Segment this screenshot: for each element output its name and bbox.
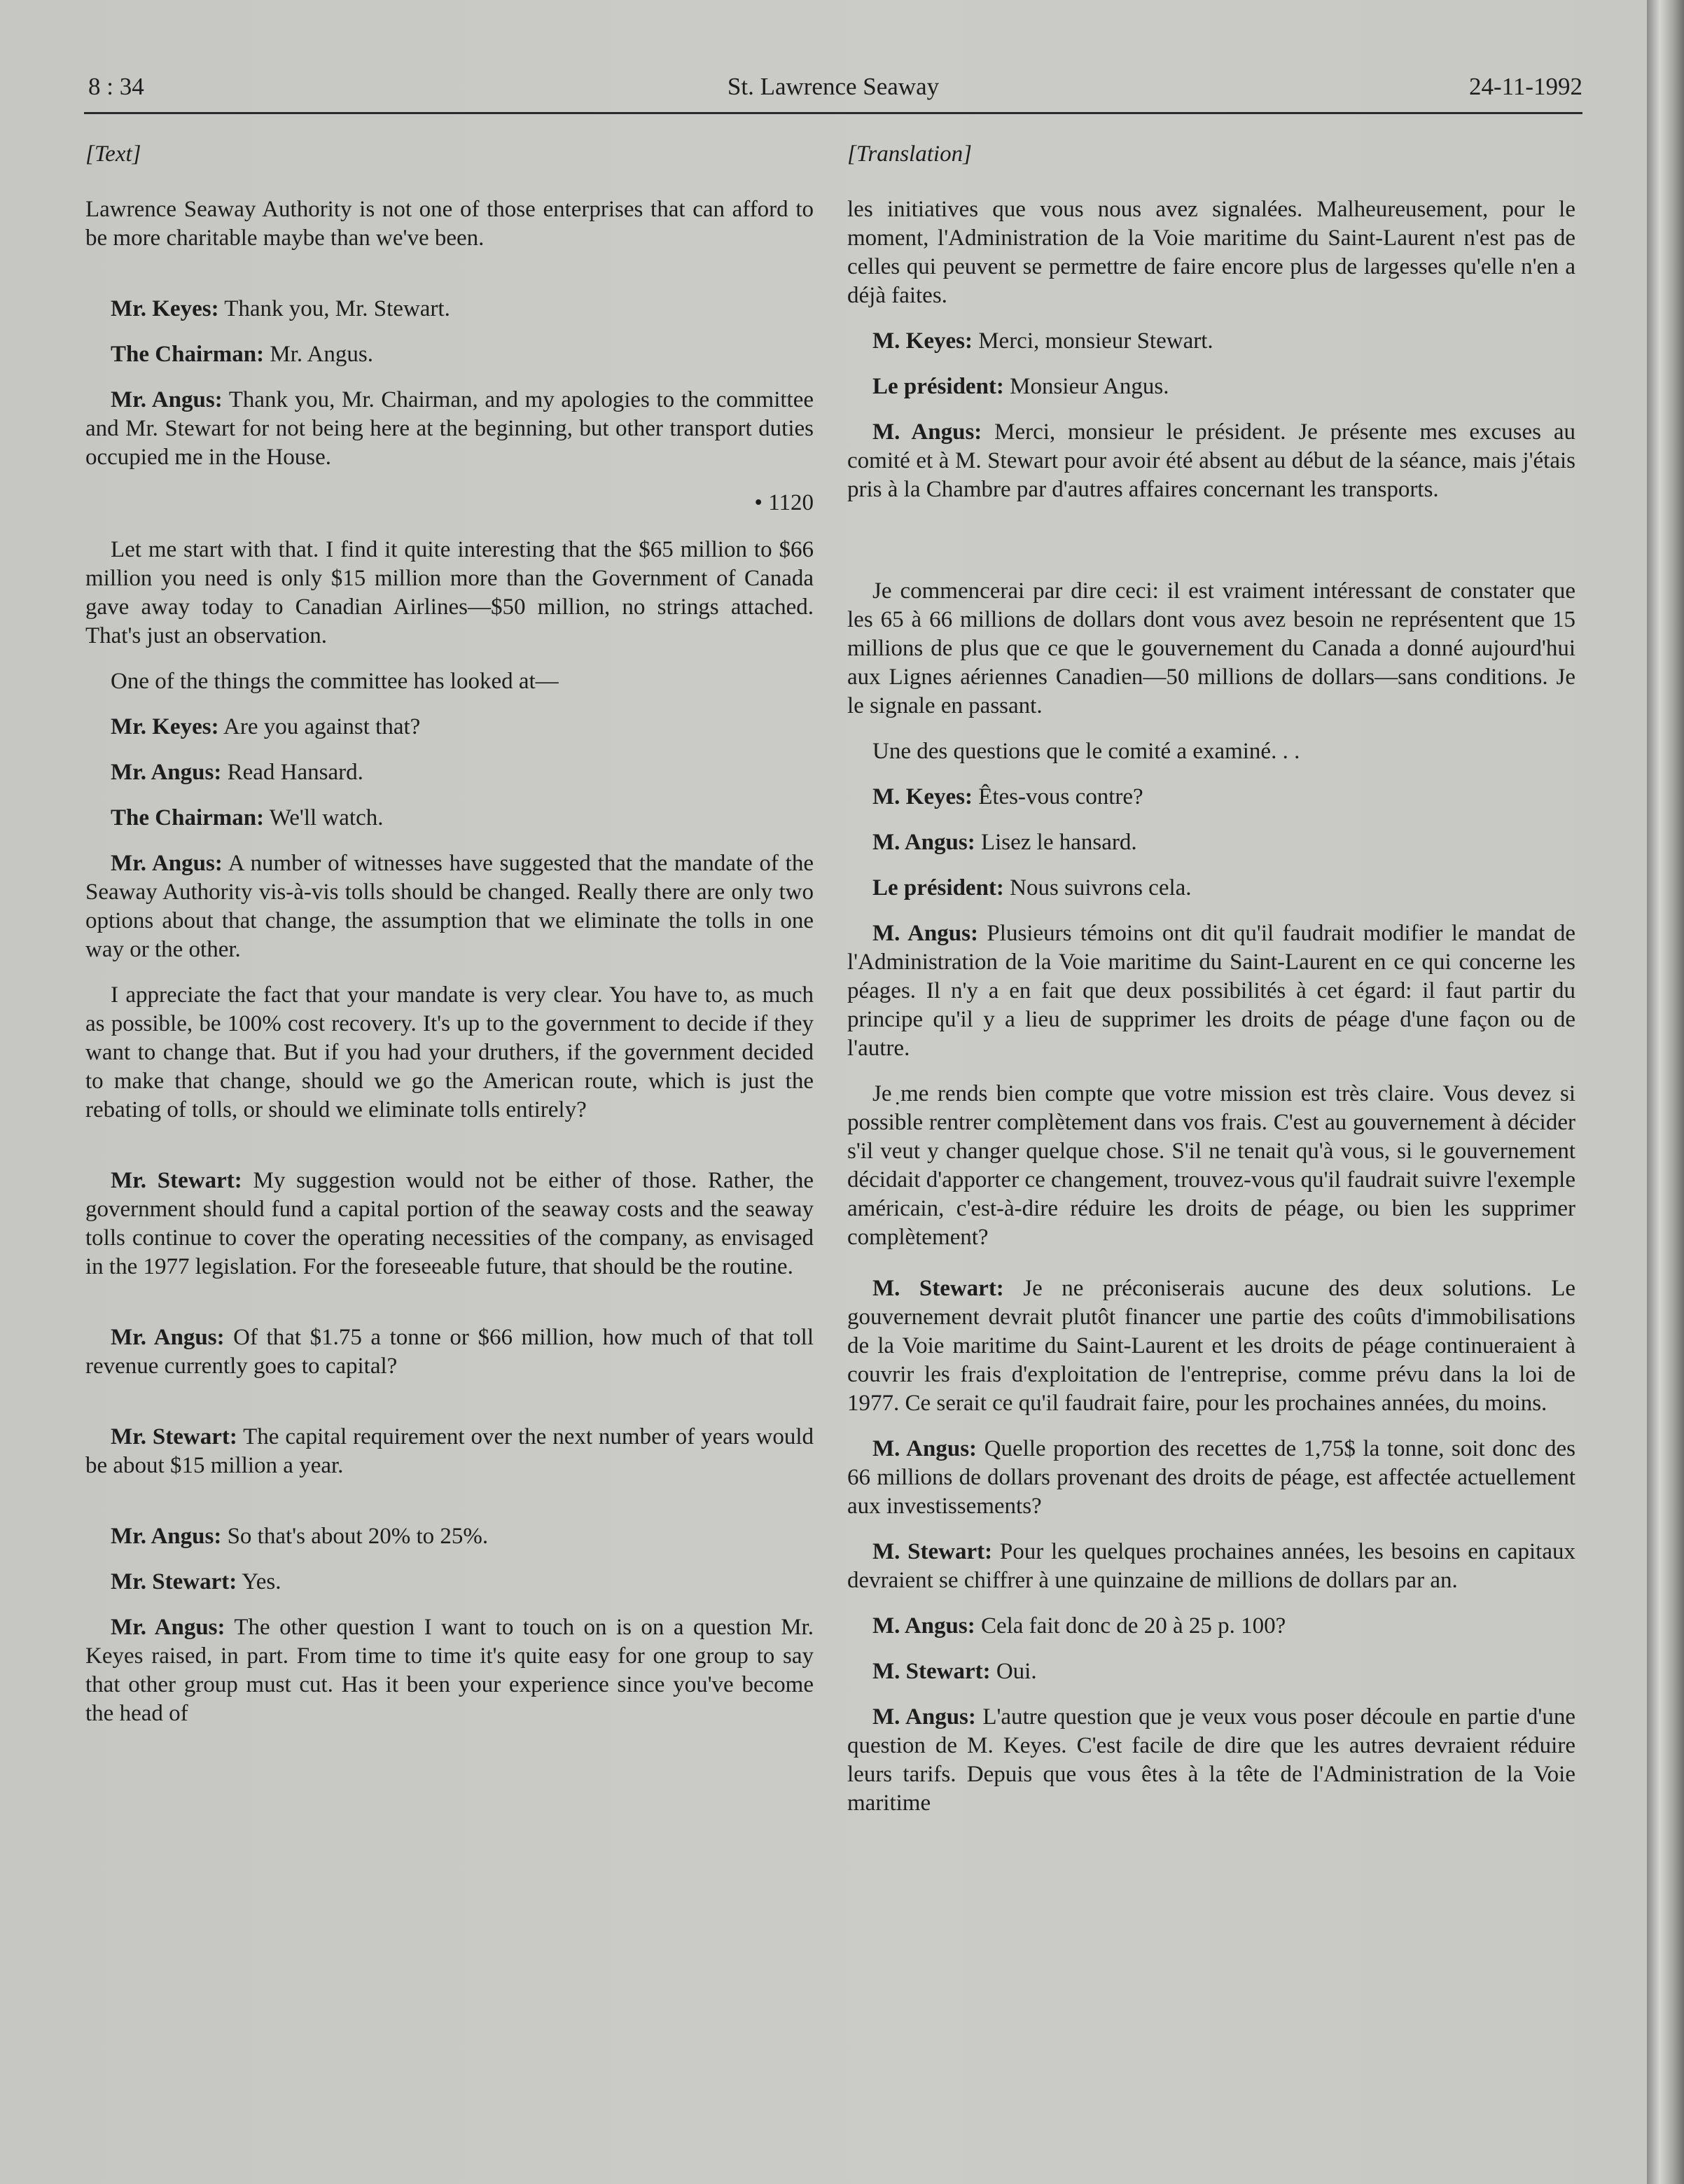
- paragraph: The Chairman: Mr. Angus.: [111, 342, 373, 367]
- speaker-name: M. Keyes:: [872, 784, 973, 809]
- paragraph: M. Angus: Plusieurs témoins ont dit qu'il faudrait modifier le mandat de l'Administration de la Voie maritime du Saint-Laurent en ce qui concerne les péages. Il n'y a en fait que deux possibilités à cet égard: il faut partir du principe qu'il y a lieu de supprimer les droits de péage d'une façon ou de l'autre.: [847, 921, 1575, 1061]
- speaker-name: Mr. Angus:: [111, 851, 223, 876]
- paragraph: M. Stewart: Je ne préconiserais aucune des deux solutions. Le gouvernement devrait plutôt financer une partie des coûts d'immobilisations de la Voie maritime du Saint-Laurent et les droits de péage continueraient à couvrir les frais d'exploitation de l'entreprise, comme prévu dans la loi de 1977. Ce serait ce qu'il faudrait faire, pour les prochaines années, du moins.: [847, 1276, 1576, 1416]
- paragraph: Le président: Nous suivrons cela.: [872, 875, 1192, 900]
- french-column: [847, 140, 1575, 1835]
- page-header: [84, 67, 1582, 114]
- speaker-name: M. Angus:: [872, 1436, 977, 1461]
- speaker-name: Mr. Angus:: [111, 1615, 225, 1640]
- page-number: 8 : 34: [88, 73, 144, 100]
- speaker-name: M. Angus:: [872, 921, 978, 946]
- paragraph: Mr. Angus: So that's about 20% to 25%.: [111, 1524, 489, 1549]
- language-label: [Translation]: [847, 141, 972, 167]
- paragraph: les initiatives que vous nous avez signalées. Malheureusement, pour le moment, l'Administration de la Voie maritime du Saint-Laurent n'est pas de celles qui peuvent se permettre de faire encore plus de largesses qu'elle n'en a déjà faites.: [847, 197, 1575, 308]
- speaker-name: Le président:: [872, 374, 1004, 399]
- speaker-name: M. Stewart:: [872, 1276, 1004, 1301]
- speaker-name: The Chairman:: [111, 805, 265, 830]
- paragraph: Une des questions que le comité a examiné. . .: [872, 739, 1300, 764]
- paragraph: M. Angus: Cela fait donc de 20 à 25 p. 100?: [872, 1613, 1286, 1639]
- speaker-name: Mr. Stewart:: [111, 1168, 242, 1193]
- paragraph: Mr. Angus: A number of witnesses have suggested that the mandate of the Seaway Authority vis-à-vis tolls should be changed. Really there are only two options about that change, the assumption that we eliminate the tolls in one way or the other.: [85, 851, 814, 962]
- paragraph: Mr. Keyes: Are you against that?: [111, 714, 421, 739]
- paragraph: Mr. Stewart: The capital requirement over the next number of years would be about $15 million a year.: [85, 1424, 814, 1478]
- paragraph: Mr. Stewart: Yes.: [111, 1569, 281, 1594]
- paragraph: Je ̣me rends bien compte que votre mission est très claire. Vous devez si possible rentrer complètement dans vos frais. C'est au gouvernement à décider s'il veut y changer quelque chose. S'il ne tenait qu'à vous, si le gouvernement décidait d'apporter ce changement, trouvez-vous qu'il faudrait suivre l'exemple américain, c'est-à-dire réduire les droits de péage, ou bien les supprimer complètement?: [847, 1081, 1575, 1250]
- paragraph: Mr. Angus: The other question I want to touch on is on a question Mr. Keyes raised, in part. From time to time it's quite easy for one group to say that other group must cut. Has it been your experience since you've become the head of: [85, 1615, 814, 1726]
- paragraph: Mr. Keyes: Thank you, Mr. Stewart.: [111, 296, 450, 321]
- speaker-name: M. Keyes:: [872, 328, 973, 354]
- header-date: 24-11-1992: [1468, 73, 1582, 100]
- speaker-name: Mr. Angus:: [111, 1325, 225, 1350]
- speaker-name: M. Stewart:: [872, 1539, 993, 1564]
- book-binding-edge: [1647, 0, 1684, 2184]
- language-label: [Text]: [85, 141, 141, 167]
- paragraph: Mr. Stewart: My suggestion would not be either of those. Rather, the government should fund a capital portion of the seaway costs and the seaway tolls continue to cover the operating necessities of the company, as envisaged in the 1977 legislation. For the foreseeable future, that should be the routine.: [85, 1168, 814, 1279]
- speaker-name: Mr. Stewart:: [111, 1569, 237, 1594]
- speaker-name: Mr. Keyes:: [111, 296, 219, 321]
- speaker-name: M. Angus:: [872, 1613, 975, 1639]
- paragraph: Le président: Monsieur Angus.: [872, 374, 1169, 399]
- speaker-name: M. Angus:: [872, 1704, 976, 1730]
- paragraph: Je commencerai par dire ceci: il est vraiment intéressant de constater que les 65 à 66 millions de dollars dont vous avez besoin ne représentent que 15 millions de plus que ce que le gouvernement du Canada a donné aujourd'hui aux Lignes aériennes Canadien—50 millions de dollars—sans conditions. Je le signale en passant.: [847, 578, 1575, 718]
- speaker-name: Mr. Angus:: [111, 387, 223, 412]
- paragraph: M. Angus: L'autre question que je veux vous poser découle en partie d'une question de M. Keyes. C'est facile de dire que les autres devraient réduire leurs tarifs. Depuis que vous êtes à la tête de l'Administration de la Voie maritime: [847, 1704, 1575, 1816]
- paragraph: The Chairman: We'll watch.: [111, 805, 384, 830]
- paragraph: M. Angus: Quelle proportion des recettes de 1,75$ la tonne, soit donc des 66 millions de dollars provenant des droits de péage, est affectée actuellement aux investissements?: [847, 1436, 1575, 1519]
- speaker-name: M. Angus:: [872, 830, 975, 855]
- speaker-name: M. Angus:: [872, 419, 982, 445]
- speaker-name: Le président:: [872, 875, 1004, 900]
- paragraph: M. Stewart: Oui.: [872, 1659, 1037, 1684]
- speaker-name: Mr. Angus:: [111, 1524, 222, 1549]
- paragraph: One of the things the committee has looked at—: [111, 669, 559, 694]
- speaker-name: Mr. Keyes:: [111, 714, 219, 739]
- speaker-name: The Chairman:: [111, 342, 265, 367]
- paragraph: M. Keyes: Êtes-vous contre?: [872, 784, 1143, 809]
- paragraph: M. Keyes: Merci, monsieur Stewart.: [872, 328, 1213, 354]
- paragraph: Mr. Angus: Of that $1.75 a tonne or $66 million, how much of that toll revenue currently goes to capital?: [85, 1325, 814, 1379]
- paragraph: Lawrence Seaway Authority is not one of those enterprises that can afford to be more charitable maybe than we've been.: [85, 197, 814, 251]
- paragraph: M. Angus: Merci, monsieur le président. Je présente mes excuses au comité et à M. Stewart pour avoir été absent au début de la séance, mais j'étais pris à la Chambre par d'autres affaires concernant les transports.: [847, 419, 1575, 502]
- timestamp: • 1120: [754, 490, 814, 515]
- paragraph: M. Angus: Lisez le hansard.: [872, 830, 1137, 855]
- english-column: [85, 140, 814, 1745]
- speaker-name: M. Stewart:: [872, 1659, 991, 1684]
- paragraph: Let me start with that. I find it quite interesting that the $65 million to $66 million you need is only $15 million more than the Government of Canada gave away today to Canadian Airlines—$50 million, no strings attached. That's just an observation.: [85, 537, 814, 648]
- paragraph: Mr. Angus: Read Hansard.: [111, 760, 363, 785]
- paragraph: Mr. Angus: Thank you, Mr. Chairman, and my apologies to the committee and Mr. Stewart for not being here at the beginning, but other transport duties occupied me in the House.: [85, 387, 814, 470]
- running-title: St. Lawrence Seaway: [727, 73, 940, 100]
- speaker-name: Mr. Angus:: [111, 760, 222, 785]
- paragraph: I appreciate the fact that your mandate is very clear. You have to, as much as possible, be 100% cost recovery. It's up to the government to decide if they want to change that. But if you had your druthers, if the government decided to make that change, should we go the American route, which is just the rebating of tolls, or should we eliminate tolls entirely?: [85, 982, 814, 1122]
- paragraph: M. Stewart: Pour les quelques prochaines années, les besoins en capitaux devraient se chiffrer à une quinzaine de millions de dollars par an.: [847, 1539, 1575, 1593]
- speaker-name: Mr. Stewart:: [111, 1424, 237, 1449]
